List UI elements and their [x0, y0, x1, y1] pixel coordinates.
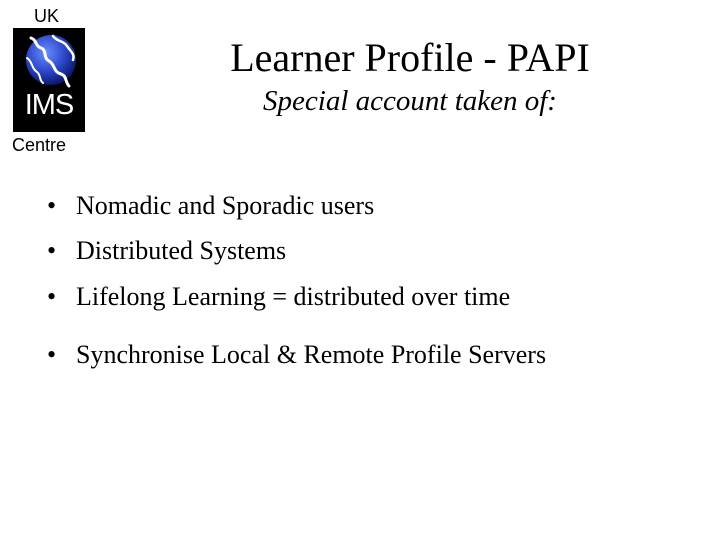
- logo-centre-label: Centre: [12, 135, 67, 155]
- slide-title: Learner Profile - PAPI: [230, 35, 590, 80]
- bullet-marker: •: [47, 236, 57, 265]
- bullet-marker: •: [47, 340, 57, 369]
- bullet-text: Nomadic and Sporadic users: [76, 191, 375, 220]
- bullet-marker: •: [47, 191, 57, 220]
- bullet-text: Lifelong Learning = distributed over time: [76, 282, 511, 311]
- bullet-text: Synchronise Local & Remote Profile Servers: [76, 340, 547, 369]
- bullet-marker: •: [47, 282, 57, 311]
- slide-subtitle: Special account taken of:: [263, 85, 557, 117]
- bullet-text: Distributed Systems: [76, 236, 287, 265]
- logo-uk-label: UK: [34, 6, 60, 26]
- ims-logo: [0, 0, 100, 160]
- logo-badge: [13, 28, 85, 132]
- logo-ims-text: IMS: [24, 89, 74, 121]
